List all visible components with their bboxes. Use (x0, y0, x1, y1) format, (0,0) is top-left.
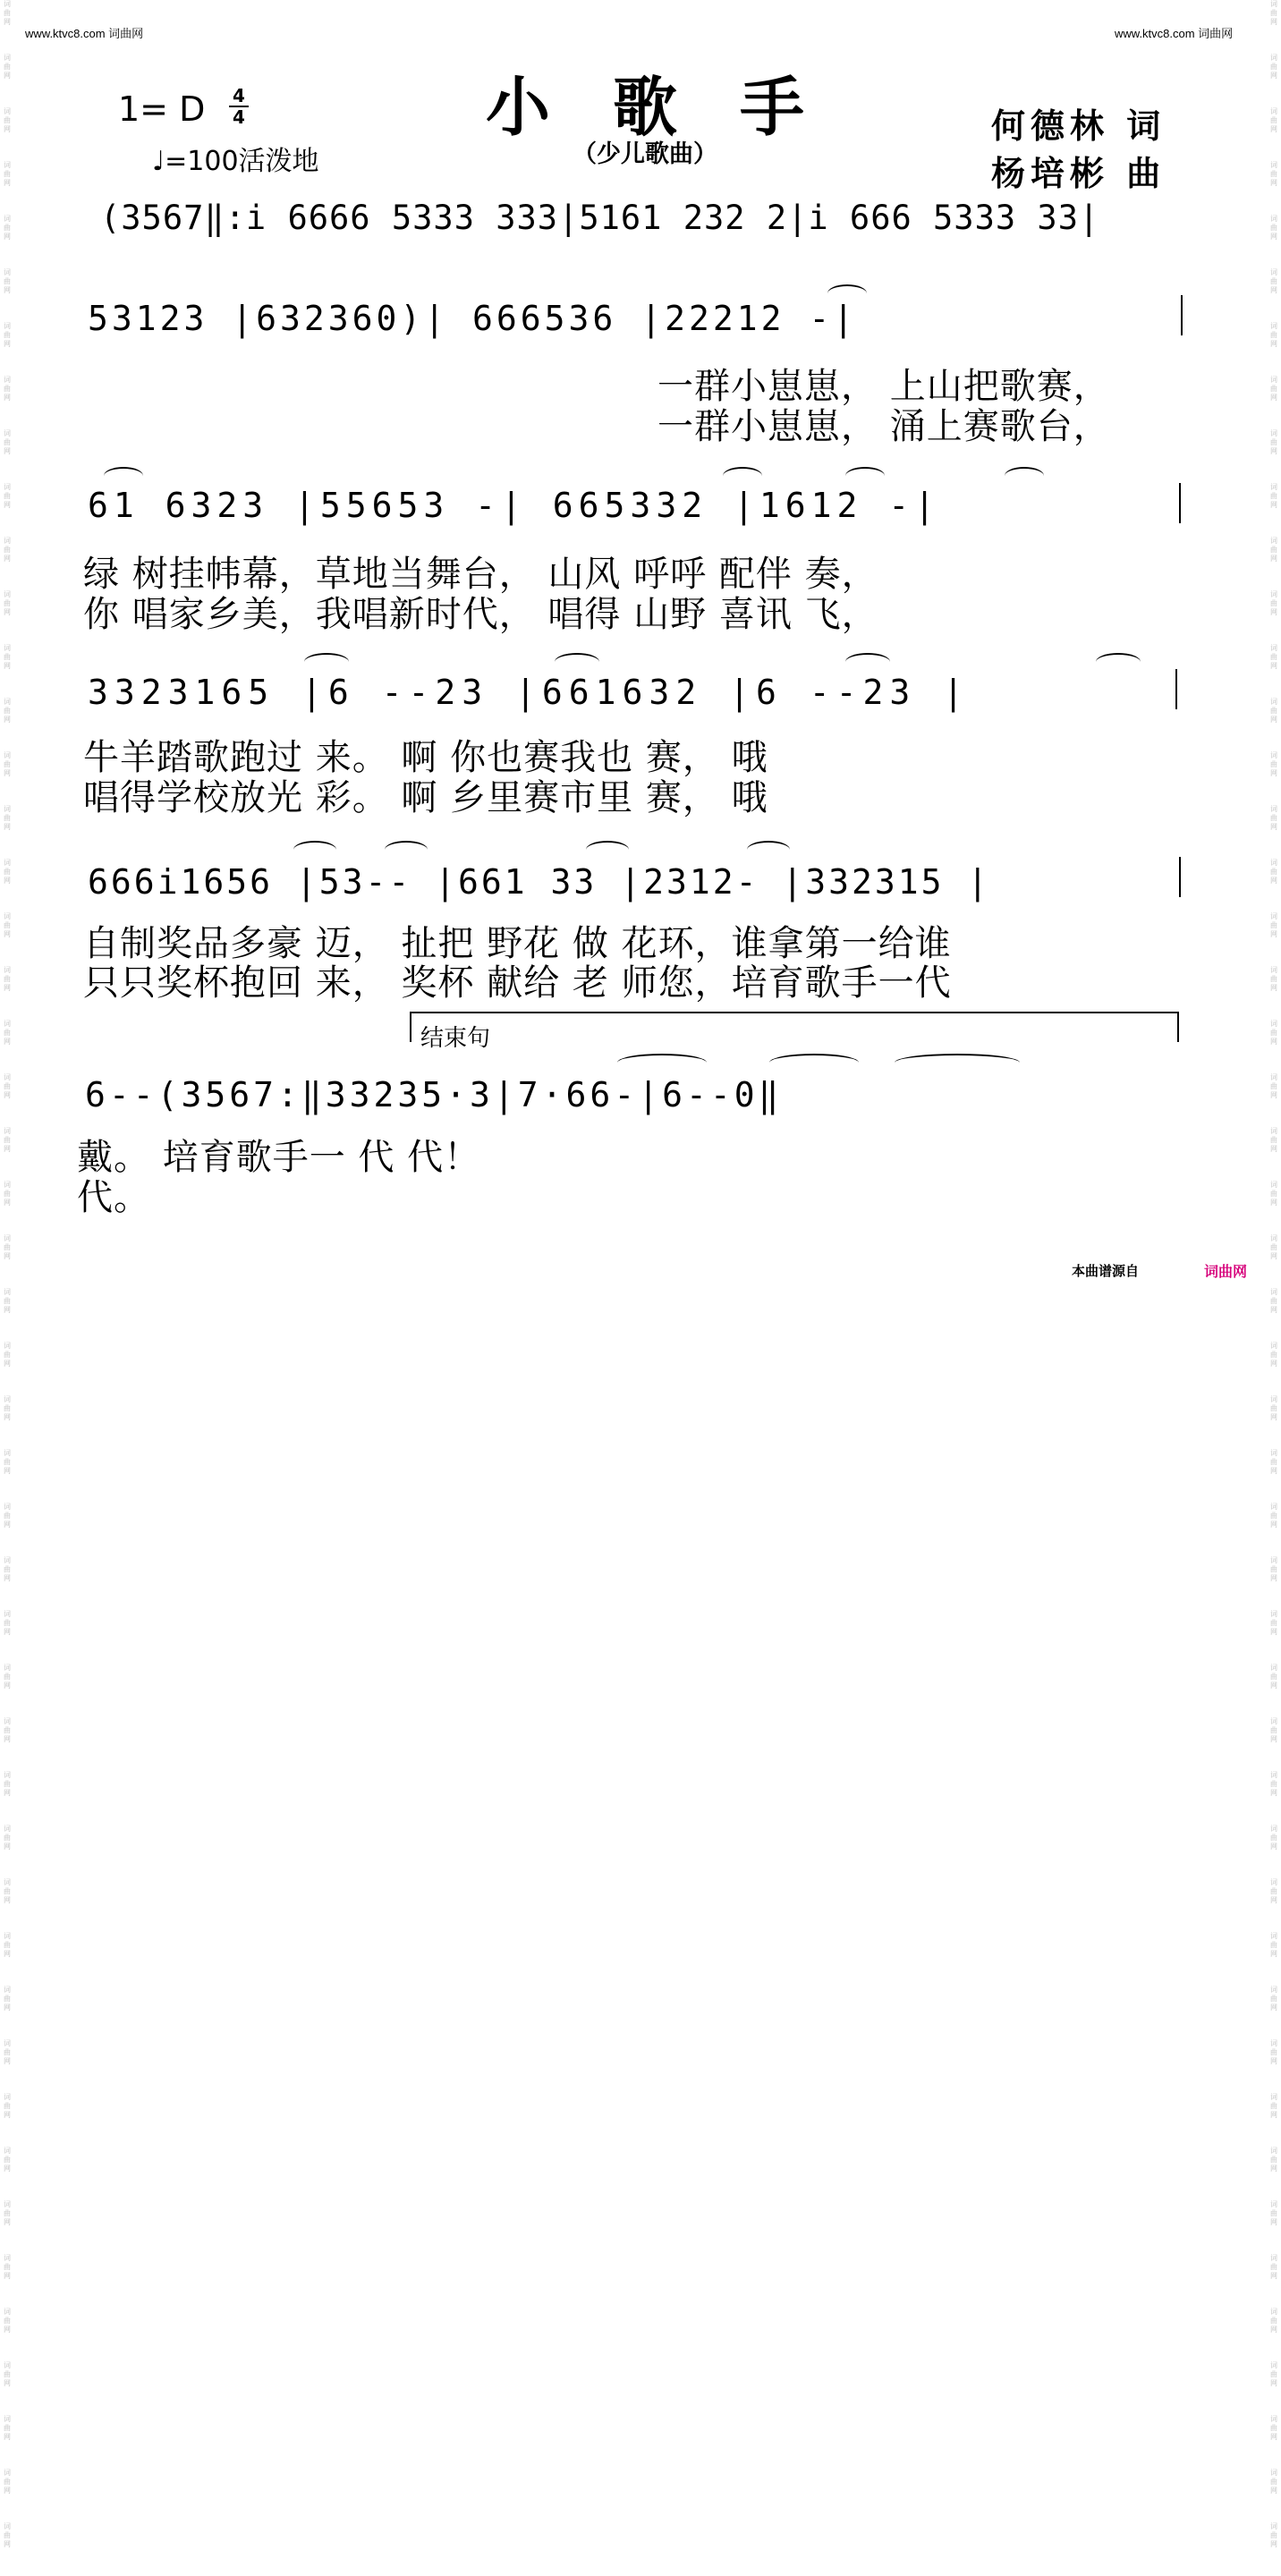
score-line-5: 666i1656 |53-- |661 33 |2312- |332315 | (88, 862, 991, 902)
slur (895, 1054, 1020, 1072)
lyric-line-3-verse-2: 你 唱家乡美，我唱新时代， 唱得 山野 喜讯 飞， (83, 594, 878, 635)
slur (747, 841, 790, 859)
composer-credit: 杨培彬 曲 (991, 153, 1166, 193)
slur (845, 653, 890, 671)
score-line-1: (3567‖:i 6666 5333 333|5161 232 2|i 666 5333 33| (100, 199, 1100, 237)
lyricist-credit: 何德林 词 (991, 106, 1166, 146)
score-line-6: 6--(3567:‖33235·3|7·66-|6--0‖ (85, 1075, 783, 1114)
score-line-2: 53123 |632360)| 666536 |22212 -| (88, 299, 858, 338)
source-label: 本曲谱源自 (1072, 1263, 1140, 1279)
site-url-right[interactable]: www.ktvc8.com 词曲网 (1115, 27, 1234, 40)
lyric-line-6-verse-2: 代。 (77, 1177, 150, 1218)
tempo-marking: ♩=100活泼地 (152, 146, 319, 177)
lyric-line-2-verse-2: 一群小崽崽， 涌上赛歌台， (657, 406, 1110, 447)
site-logo[interactable]: 词曲网 (1204, 1263, 1248, 1280)
slur (769, 1054, 859, 1072)
site-url-left[interactable]: www.ktvc8.com 词曲网 (25, 27, 144, 40)
score-line-4: 3323165 |6 --23 |661632 |6 --23 | (88, 673, 970, 712)
slur (385, 841, 428, 859)
slur (304, 653, 349, 671)
time-numerator: 4 (233, 85, 245, 106)
slur (1005, 467, 1044, 485)
slur (827, 284, 867, 302)
slur (1096, 653, 1141, 671)
lyric-line-5-verse-2: 只只奖杯抱回 来， 奖杯 献给 老 师您，培育歌手一代 (83, 962, 952, 1004)
slur (617, 1054, 707, 1072)
song-subtitle: （少儿歌曲） (573, 140, 717, 168)
key-signature: 1= D (118, 89, 206, 129)
ending-label: 结束句 (420, 1025, 491, 1052)
slur (586, 841, 629, 859)
lyric-line-4-verse-2: 唱得学校放光 彩。 啊 乡里赛市里 赛， 哦 (83, 777, 768, 818)
bar-line (1181, 295, 1183, 335)
time-signature (229, 86, 249, 127)
slur (293, 841, 336, 859)
slur (845, 467, 885, 485)
slur (555, 653, 599, 671)
slur (104, 467, 143, 485)
lyric-line-2-verse-1: 一群小崽崽， 上山把歌赛， (657, 366, 1110, 407)
slur (723, 467, 762, 485)
lyric-line-6-verse-1: 戴。 培育歌手一 代 代！ (77, 1137, 481, 1178)
lyric-line-4-verse-1: 牛羊踏歌跑过 来。 啊 你也赛我也 赛， 哦 (83, 737, 768, 778)
bar-line (1175, 669, 1177, 709)
right-edge-watermark: 词 曲 网 词 曲 网 词 曲 网 词 曲 网 词 曲 网 词 曲 网 词 曲 网 词 曲 网 词 曲 网 词 曲 网 词 曲 网 词 曲 网 词 曲 网 词 曲 网 词 曲 网 词 曲 网 词 曲 网 词 曲 网 词 曲 网 词 曲 网 词 曲 网 词 曲 网 词 曲 网 词 曲 网 词 曲 网 词 曲 网 词 曲 网 词 曲 网 词 曲 网 词 曲 网 词 曲 网 词 曲 网 词 曲 网 词 曲 网 词 曲 网 词 曲 网 词 曲 网 词 曲 网 词 曲 网 词 曲 网 词 曲 网 词 曲 网 词 曲 网 词 曲 网 词 曲 网 词 曲 网 词 曲 网 词 曲 网 (1270, 0, 1277, 2548)
time-denominator: 4 (233, 106, 245, 128)
lyric-line-5-verse-1: 自制奖品多豪 迈， 扯把 野花 做 花环，谁拿第一给谁 (83, 923, 952, 964)
bar-line (1179, 857, 1181, 897)
song-title: 小歌手 (486, 69, 868, 145)
lyric-line-3-verse-1: 绿 树挂帏幕，草地当舞台， 山风 呼呼 配伴 奏， (83, 554, 878, 595)
score-line-3: 61 6323 |55653 -| 665332 |1612 -| (88, 486, 940, 525)
left-edge-watermark: 词 曲 网 词 曲 网 词 曲 网 词 曲 网 词 曲 网 词 曲 网 词 曲 网 词 曲 网 词 曲 网 词 曲 网 词 曲 网 词 曲 网 词 曲 网 词 曲 网 词 曲 网 词 曲 网 词 曲 网 词 曲 网 词 曲 网 词 曲 网 词 曲 网 词 曲 网 词 曲 网 词 曲 网 词 曲 网 词 曲 网 词 曲 网 词 曲 网 词 曲 网 词 曲 网 词 曲 网 词 曲 网 词 曲 网 词 曲 网 词 曲 网 词 曲 网 词 曲 网 词 曲 网 词 曲 网 词 曲 网 词 曲 网 词 曲 网 词 曲 网 词 曲 网 词 曲 网 词 曲 网 词 曲 网 词 曲 网 (4, 0, 11, 2548)
bar-line (1179, 483, 1181, 523)
ending-bracket (410, 1012, 1179, 1042)
